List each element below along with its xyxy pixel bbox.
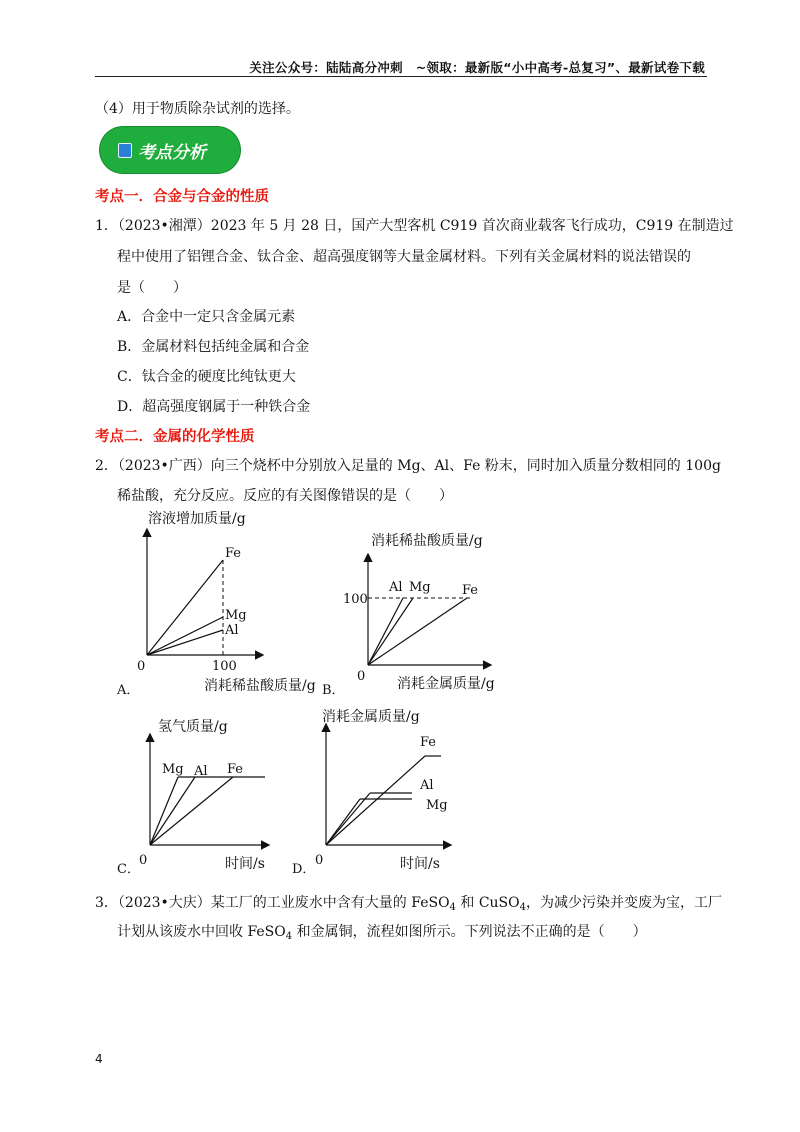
graph-d-line-al — [326, 793, 370, 845]
q1-option-a: A．合金中一定只含金属元素 — [117, 309, 296, 325]
page-header: 关注公众号：陆陆高分冲刺 ~领取：最新版“小中高考-总复习”、最新试卷下载 — [249, 60, 705, 75]
graph-a-label-mg: Mg — [225, 608, 247, 623]
graph-d-xlabel: 时间/s — [400, 856, 440, 872]
q1-option-d: D．超高强度钢属于一种铁合金 — [117, 399, 311, 415]
graph-c — [117, 719, 268, 877]
intro-item-4: （4）用于物质除杂试剂的选择。 — [95, 101, 300, 117]
graph-d-origin: 0 — [315, 853, 324, 868]
graph-b-label-mg: Mg — [409, 580, 431, 595]
graph-a-ylabel: 溶液增加质量/g — [148, 511, 246, 527]
q1-option-c: C．钛合金的硬度比纯钛更大 — [117, 369, 296, 385]
q1-line-3: 是（ ） — [117, 280, 187, 296]
graph-d-line-mg — [326, 799, 360, 845]
graph-d-label-fe: Fe — [420, 735, 437, 750]
q3-line-2: 计划从该废水中回收 FeSO$_4$ 和金属铜，流程如图所示。下列说法不正确的是（ ） — [117, 924, 647, 942]
graph-c-option: C． — [117, 862, 140, 877]
graph-a-xlabel: 消耗稀盐酸质量/g — [204, 678, 316, 694]
q1-line-2: 程中使用了铝锂合金、钛合金、超高强度钢等大量金属材料。下列有关金属材料的说法错误的 — [117, 249, 691, 265]
graph-b-ylabel: 消耗稀盐酸质量/g — [371, 533, 483, 549]
graph-a-line-fe — [147, 560, 223, 655]
graph-b-xlabel: 消耗金属质量/g — [397, 676, 495, 692]
graph-d-option: D． — [292, 862, 316, 877]
graph-c-label-mg: Mg — [162, 762, 184, 777]
q2-line-1: 2．（2023•广西）向三个烧杯中分别放入足量的 Mg、Al、Fe 粉末，同时加入质量分数相同的 100g — [95, 458, 721, 474]
graph-a-option: A． — [117, 683, 140, 698]
graph-c-label-fe: Fe — [227, 762, 244, 777]
graph-a-xtick: 100 — [212, 659, 237, 674]
graph-b-line-al — [368, 598, 403, 665]
graph-c-origin: 0 — [139, 853, 148, 868]
graph-c-line-mg — [150, 777, 178, 845]
graph-b-line-mg — [368, 598, 413, 665]
graph-b-label-fe: Fe — [462, 583, 479, 598]
q1-line-1: 1．（2023•湘潭）2023 年 5 月 28 日，国产大型客机 C919 首次商业载客飞行成功，C919 在制造过 — [95, 218, 734, 234]
graph-c-ylabel: 氢气质量/g — [158, 719, 228, 735]
graph-b-label-al: Al — [389, 580, 403, 595]
graph-a-line-mg — [147, 617, 223, 655]
point-2-title: 考点二．金属的化学性质 — [95, 429, 255, 445]
graph-c-line-al — [150, 777, 195, 845]
graph-b — [322, 532, 495, 698]
graph-a-line-al — [147, 630, 223, 655]
q1-option-b: B．金属材料包括纯金属和合金 — [117, 339, 310, 355]
graph-b-origin: 0 — [357, 669, 366, 684]
graph-b-ytick: 100 — [343, 592, 368, 607]
graph-b-option: B． — [322, 683, 345, 698]
graph-a-origin: 0 — [137, 659, 146, 674]
graph-b-line-fe — [368, 598, 467, 665]
graph-d — [292, 708, 450, 877]
point-1-title: 考点一．合金与合金的性质 — [95, 189, 269, 205]
graph-c-xlabel: 时间/s — [225, 856, 265, 872]
graph-a-label-fe: Fe — [225, 546, 242, 561]
page-number: 4 — [95, 1052, 103, 1066]
q3-line-1: 3．（2023•大庆）某工厂的工业废水中含有大量的 FeSO$_4$ 和 CuSO$_4$，为减少污染并变废为宝，工厂 — [95, 895, 722, 913]
section-badge-label: 考点分析 — [138, 143, 206, 163]
graph-d-line-fe — [326, 756, 425, 845]
graph-d-label-mg: Mg — [426, 798, 448, 813]
graph-a-label-al: Al — [225, 623, 239, 638]
graph-c-label-al: Al — [194, 764, 208, 779]
graph-a — [116, 510, 316, 698]
graph-d-ylabel: 消耗金属质量/g — [322, 709, 420, 725]
graph-d-label-al: Al — [420, 778, 434, 793]
q2-line-2: 稀盐酸，充分反应。反应的有关图像错误的是（ ） — [117, 488, 453, 504]
graph-c-line-fe — [150, 777, 233, 845]
